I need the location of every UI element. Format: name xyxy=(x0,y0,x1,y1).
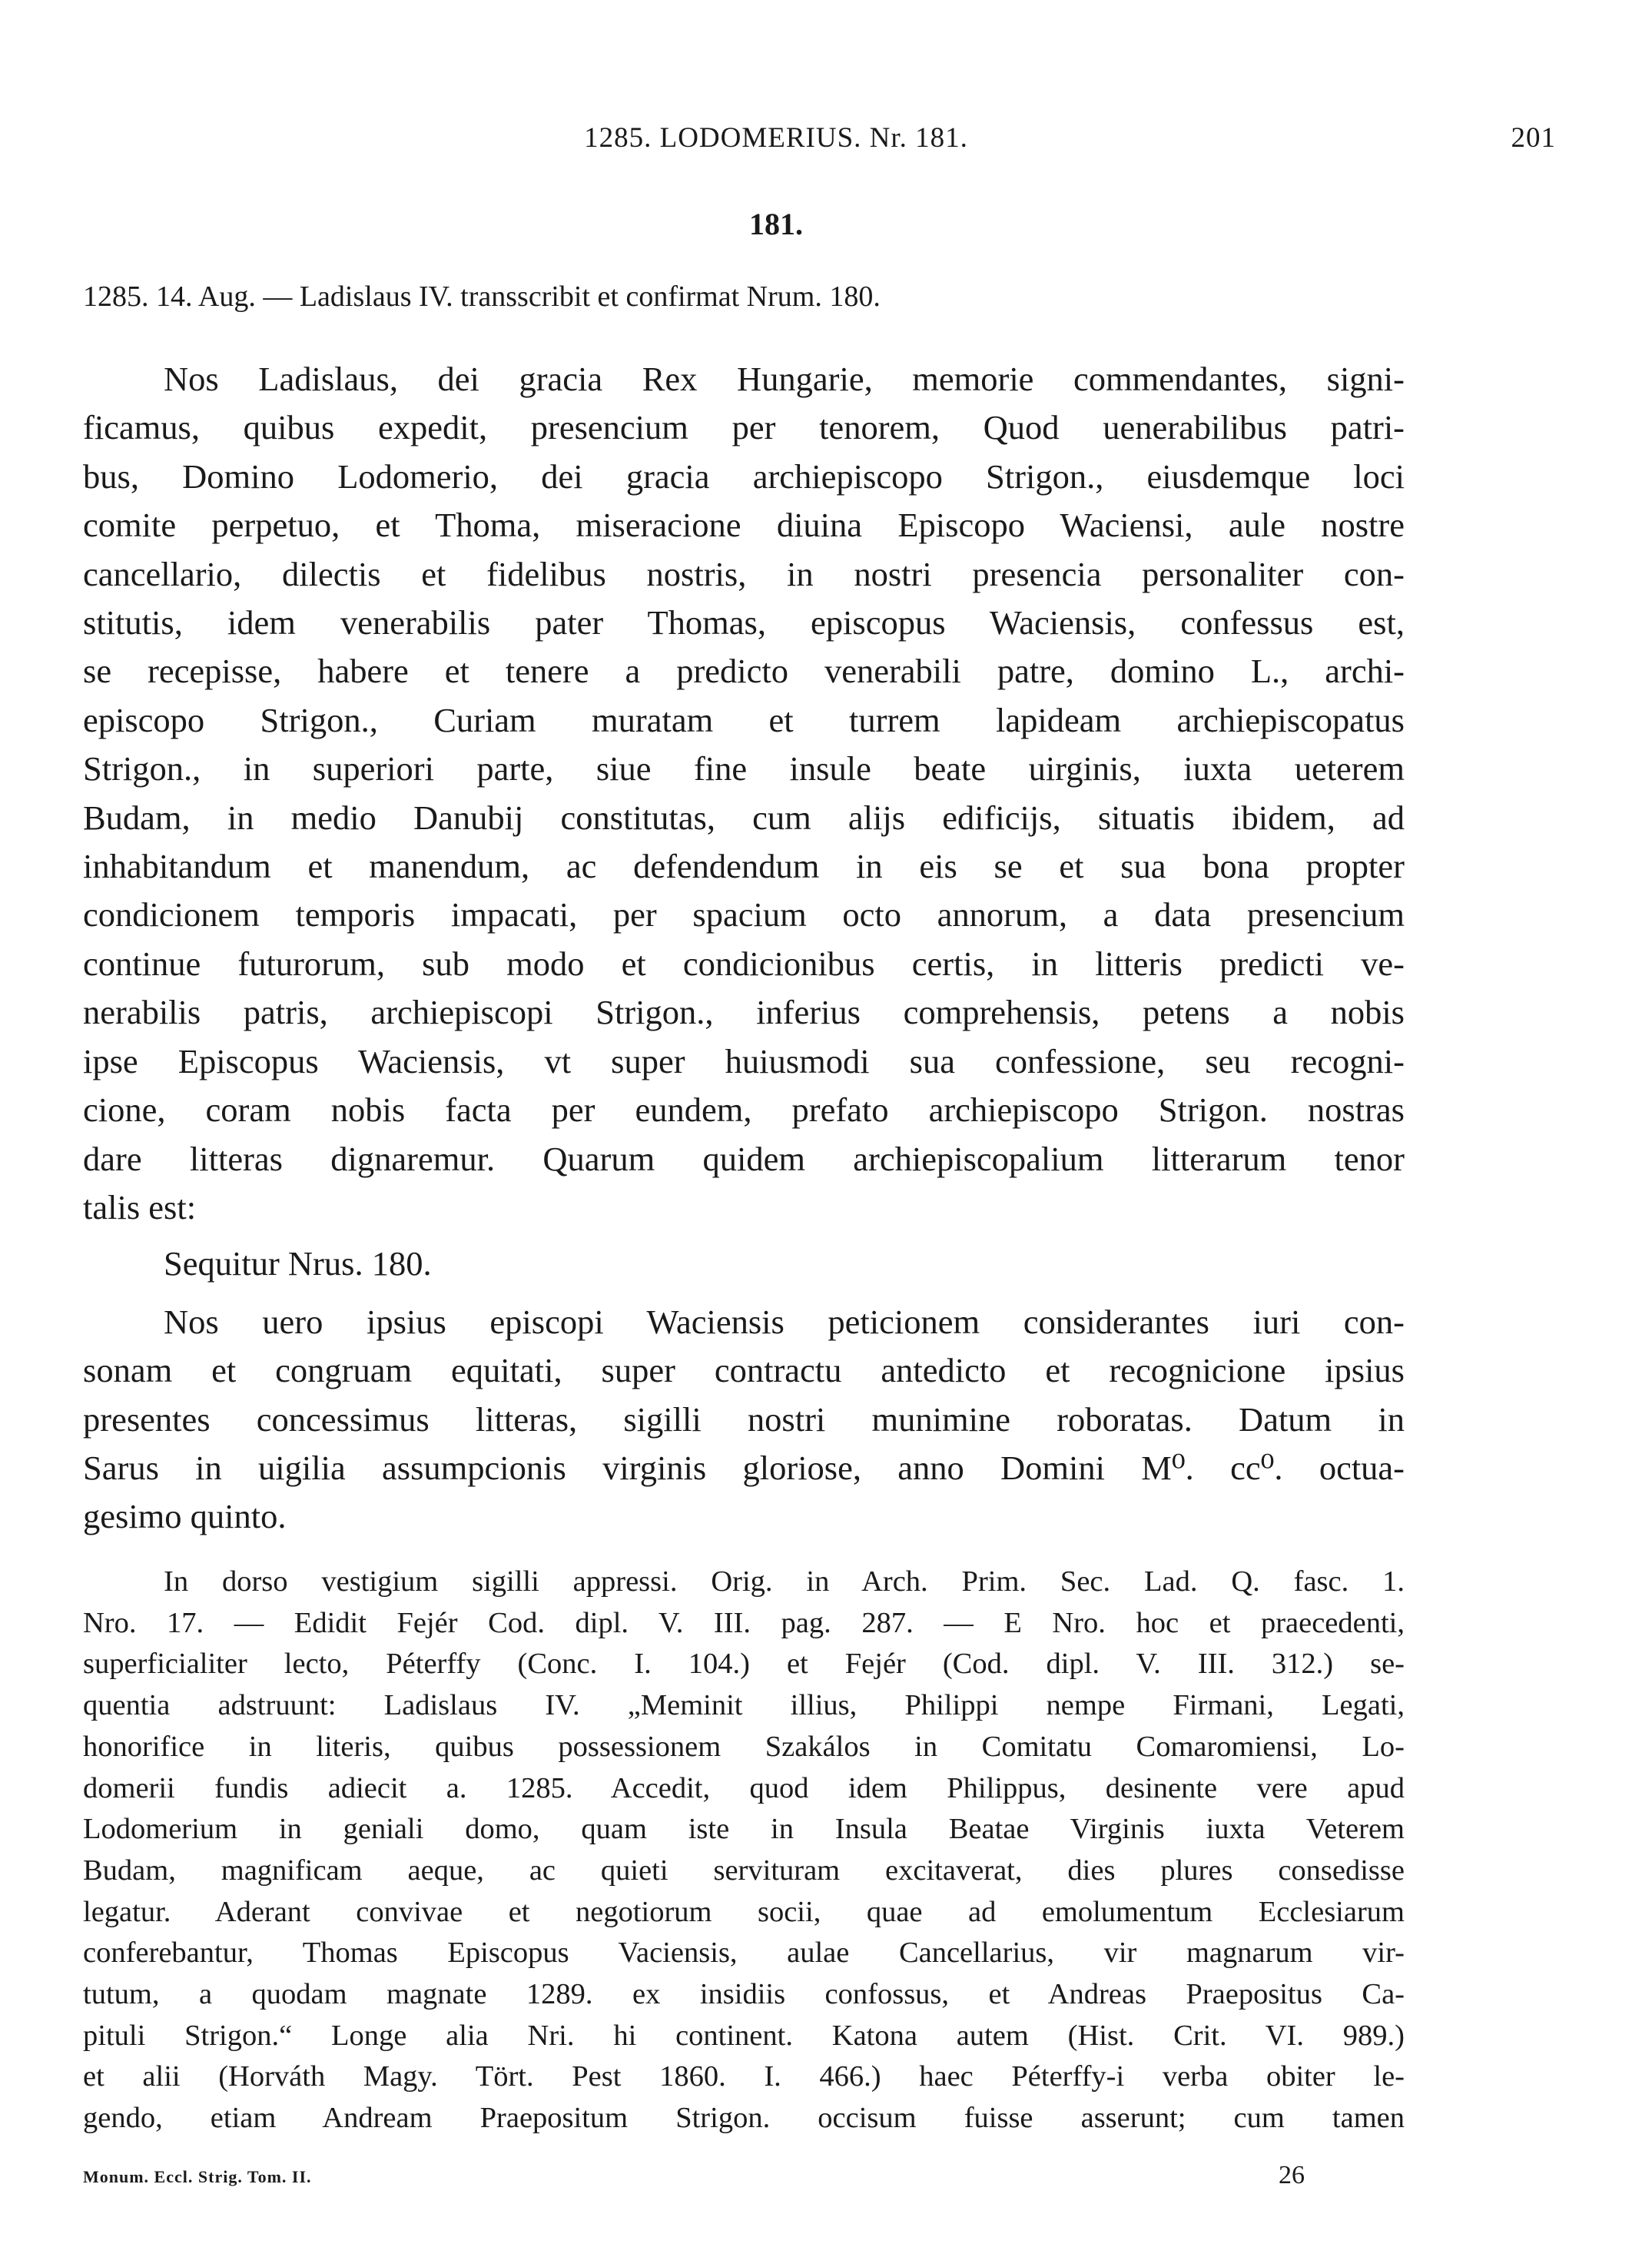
text-line: gesimo quinto. xyxy=(83,1497,287,1536)
text-line: stitutis, idem venerabilis pater Thomas, episcopus Waciensis, confessus est, xyxy=(83,603,1405,642)
text-line: nerabilis patris, archiepiscopi Strigon., inferius comprehensis, petens a nobis xyxy=(83,993,1405,1032)
text-line: conferebantur, Thomas Episcopus Vaciensis, aulae Cancellarius, vir magnarum vir- xyxy=(83,1937,1405,1970)
document-summary: 1285. 14. Aug. — Ladislaus IV. transscribit et confirmat Nrum. 180. xyxy=(83,280,881,313)
text-line: ipse Episcopus Waciensis, vt super huiusmodi sua confessione, seu recogni- xyxy=(83,1041,1405,1080)
text-line: Nro. 17. — Edidit Fejér Cod. dipl. V. III. pag. 287. — E Nro. hoc et praecedenti, xyxy=(83,1606,1405,1639)
sequitur-line: Sequitur Nrus. 180. xyxy=(164,1244,432,1283)
editorial-notes xyxy=(83,1562,1405,2139)
text-line: inhabitandum et manendum, ac defendendum in eis se et sua bona propter xyxy=(83,847,1405,886)
text-line: talis est: xyxy=(83,1187,197,1226)
text-line: sonam et congruam equitati, super contractu antedicto et recognicione ipsius xyxy=(83,1351,1405,1390)
document-number: 181. xyxy=(749,207,803,241)
text-line: domerii fundis adiecit a. 1285. Accedit, quod idem Philippus, desinente vere apud xyxy=(83,1771,1405,1804)
text-line: cancellario, dilectis et fidelibus nostris, in nostri presencia personaliter con- xyxy=(83,554,1405,593)
volume-signature: Monum. Eccl. Strig. Tom. II. xyxy=(83,2167,312,2186)
charter-paragraph-1 xyxy=(83,355,1405,1232)
text-line: presentes concessimus litteras, sigilli nostri munimine roboratas. Datum in xyxy=(83,1399,1405,1439)
text-line: continue futurorum, sub modo et condicionibus certis, in litteris predicti ve- xyxy=(83,944,1405,983)
text-line: Sarus in uigilia assumpcionis virginis gloriose, anno Domini M⁰. cc⁰. octua- xyxy=(83,1448,1405,1487)
text-line: comite perpetuo, et Thoma, miseracione diuina Episcopo Waciensi, aule nostre xyxy=(83,506,1405,545)
text-line: legatur. Aderant convivae et negotiorum socii, quae ad emolumentum Ecclesiarum xyxy=(83,1895,1405,1928)
page-number: 201 xyxy=(1511,122,1556,154)
text-line: superficialiter lecto, Péterffy (Conc. I. 104.) et Fejér (Cod. dipl. V. III. 312.) se- xyxy=(83,1648,1405,1681)
text-line: Budam, magnificam aeque, ac quieti servituram excitaverat, dies plures consedisse xyxy=(83,1854,1405,1887)
text-line: In dorso vestigium sigilli appressi. Orig. in Arch. Prim. Sec. Lad. Q. fasc. 1. xyxy=(164,1565,1405,1598)
charter-paragraph-2 xyxy=(83,1298,1405,1542)
text-line: Nos Ladislaus, dei gracia Rex Hungarie, memorie commendantes, signi- xyxy=(164,360,1405,398)
text-line: Budam, in medio Danubij constitutas, cum alijs edificijs, situatis ibidem, ad xyxy=(83,798,1405,837)
sheet-number: 26 xyxy=(1279,2161,1305,2189)
text-line: pituli Strigon.“ Longe alia Nri. hi continent. Katona autem (Hist. Crit. VI. 989.) xyxy=(83,2019,1405,2052)
page-footer xyxy=(83,2161,1405,2192)
text-line: quentia adstruunt: Ladislaus IV. „Meminit illius, Philippi nempe Firmani, Legati, xyxy=(83,1689,1405,1722)
text-line: condicionem temporis impacati, per spacium octo annorum, a data presencium xyxy=(83,895,1405,934)
running-head xyxy=(0,121,1652,168)
text-line: et alii (Horváth Magy. Tört. Pest 1860. I. 466.) haec Péterffy-i verba obiter le- xyxy=(83,2060,1405,2093)
running-title: 1285. LODOMERIUS. Nr. 181. xyxy=(584,122,968,154)
text-line: dare litteras dignaremur. Quarum quidem archiepiscopalium litterarum tenor xyxy=(83,1139,1405,1178)
text-line: honorifice in literis, quibus possessionem Szakálos in Comitatu Comaromiensi, Lo- xyxy=(83,1730,1405,1763)
charter-text xyxy=(83,355,1405,1542)
text-line: episcopo Strigon., Curiam muratam et turrem lapideam archiepiscopatus xyxy=(83,700,1405,739)
notes-paragraph xyxy=(83,1562,1405,2139)
text-line: bus, Domino Lodomerio, dei gracia archiepiscopo Strigon., eiusdemque loci xyxy=(83,456,1405,496)
text-line: Strigon., in superiori parte, siue fine insule beate uirginis, iuxta ueterem xyxy=(83,749,1405,788)
text-line: cione, coram nobis facta per eundem, prefato archiepiscopo Strigon. nostras xyxy=(83,1090,1405,1130)
text-line: ficamus, quibus expedit, presencium per tenorem, Quod uenerabilibus patri- xyxy=(83,408,1405,447)
text-line: Lodomerium in geniali domo, quam iste in Insula Beatae Virginis iuxta Veterem xyxy=(83,1813,1405,1846)
text-line: Nos uero ipsius episcopi Waciensis peticionem considerantes iuri con- xyxy=(164,1302,1405,1341)
text-line: se recepisse, habere et tenere a predicto venerabili patre, domino L., archi- xyxy=(83,652,1405,691)
text-line: gendo, etiam Andream Praepositum Strigon. occisum fuisse asserunt; cum tamen xyxy=(83,2102,1405,2135)
text-line: tutum, a quodam magnate 1289. ex insidiis confossus, et Andreas Praepositus Ca- xyxy=(83,1978,1405,2011)
